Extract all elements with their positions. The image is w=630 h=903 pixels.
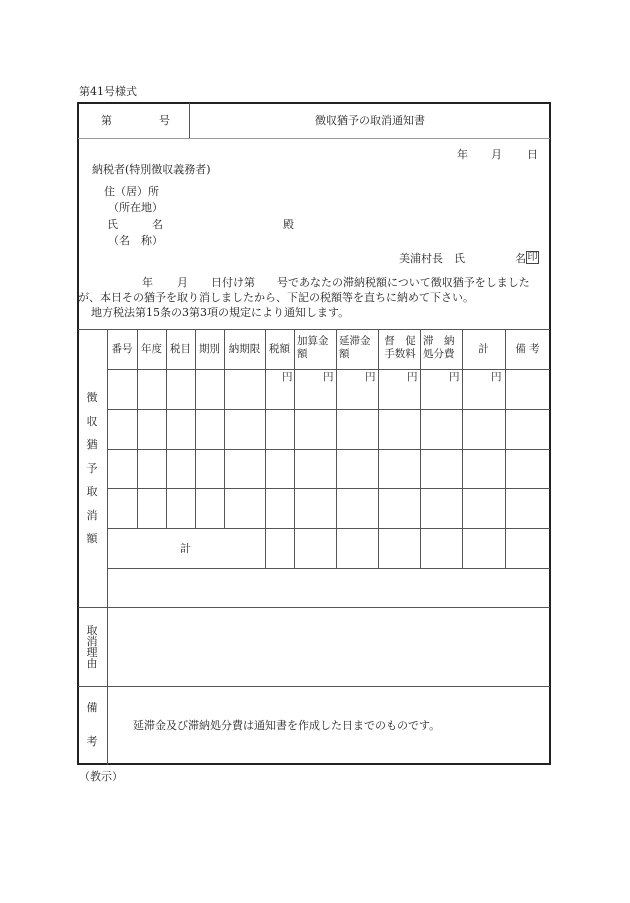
column-header-tax-item: 税目 — [170, 343, 191, 355]
column-line — [294, 329, 295, 568]
column-line — [224, 329, 225, 528]
header-line — [78, 138, 550, 139]
column-header-disposition-cost: 滞 納処分費 — [423, 335, 455, 360]
column-header-total: 計 — [478, 343, 489, 355]
reason-label-char: 理 — [86, 646, 98, 659]
taxpayer-label: 納税者(特別徴収義務者) — [92, 163, 211, 176]
column-header-delinquency-tax: 延滞金額 — [339, 335, 371, 360]
column-header-period: 期別 — [199, 343, 220, 355]
name-label-2: 名 — [152, 218, 163, 231]
yen-unit: 円 — [449, 371, 460, 383]
reason-label — [85, 625, 99, 669]
body-month: 月 — [177, 276, 188, 289]
side-label-char: 収 — [86, 414, 98, 428]
side-label-char: 猶 — [86, 438, 98, 451]
table-row-line — [107, 528, 550, 529]
reason-label-char: 由 — [86, 657, 98, 670]
seal-box: 印 — [527, 252, 538, 263]
yen-unit: 円 — [323, 371, 334, 383]
document-title: 徴収猶予の取消通知書 — [315, 114, 425, 127]
total-label: 計 — [180, 542, 191, 555]
header-dai: 第 — [101, 114, 112, 127]
column-line — [505, 329, 506, 568]
column-line — [336, 329, 337, 568]
reason-label-char: 取 — [86, 624, 98, 637]
body-year: 年 — [142, 276, 153, 289]
side-label — [85, 392, 99, 557]
section-line — [78, 686, 550, 687]
column-line — [137, 329, 138, 528]
table-row-line — [107, 449, 550, 450]
footer-note: （教示） — [79, 770, 123, 783]
column-line — [265, 329, 266, 568]
table-top-line — [78, 329, 550, 330]
form-number: 第41号様式 — [79, 85, 137, 98]
column-header-additional-tax: 加算金額 — [297, 335, 329, 360]
yen-unit: 円 — [491, 371, 502, 383]
yen-unit: 円 — [365, 371, 376, 383]
column-line — [195, 329, 196, 528]
reason-label-char: 消 — [86, 635, 98, 648]
table-row-line — [107, 409, 550, 410]
name-label-1: 氏 — [107, 218, 118, 231]
column-header-fiscal-year: 年度 — [141, 343, 162, 355]
remarks-label-char: 考 — [86, 735, 98, 748]
column-header-remarks: 備 考 — [515, 343, 540, 355]
side-label-char: 徴 — [86, 391, 98, 404]
column-line — [420, 329, 421, 568]
table-row-line — [107, 568, 550, 569]
column-line — [378, 329, 379, 568]
remarks-label — [85, 702, 99, 747]
honorific: 殿 — [283, 218, 294, 231]
yen-unit: 円 — [407, 371, 418, 383]
column-header-number: 番号 — [111, 343, 133, 355]
address-sub-label: （所在地） — [108, 201, 163, 214]
address-label: 住（居）所 — [104, 185, 159, 198]
column-line — [166, 329, 167, 528]
body-line3: 地方税法第15条の3第3項の規定により通知します。 — [91, 306, 350, 319]
remarks-label-char: 備 — [86, 701, 98, 714]
column-header-tax-amount: 税額 — [269, 343, 290, 355]
column-line — [462, 329, 463, 568]
column-header-demand-fee: 督 促手数料 — [384, 335, 416, 360]
name-sub-label: （名 称） — [108, 234, 163, 247]
table-row-line — [107, 488, 550, 489]
side-label-char: 予 — [86, 461, 98, 475]
date-month: 月 — [491, 148, 502, 161]
header-go: 号 — [159, 114, 170, 127]
date-year: 年 — [457, 148, 468, 161]
side-label-divider — [107, 329, 108, 765]
remarks-text: 延滞金及び滞納処分費は通知書を作成した日までのものです。 — [133, 719, 441, 732]
issuer-name-char: 名 — [515, 252, 526, 265]
side-label-char: 取 — [86, 485, 98, 498]
section-line — [78, 607, 550, 608]
issuer-title: 美浦村長 氏 — [399, 252, 465, 265]
side-label-char: 額 — [86, 532, 98, 545]
date-day: 日 — [527, 148, 538, 161]
column-header-due-date: 納期限 — [228, 343, 261, 355]
body-line2: が、本日その猶予を取り消しましたから、下記の税額等を直ちに納めて下さい。 — [78, 291, 474, 304]
yen-unit: 円 — [282, 371, 293, 383]
body-line1: 日付け第 号であなたの滞納税額について徴収猶予をしました — [211, 276, 530, 289]
side-label-char: 消 — [86, 508, 98, 522]
table-row-line — [107, 369, 550, 370]
